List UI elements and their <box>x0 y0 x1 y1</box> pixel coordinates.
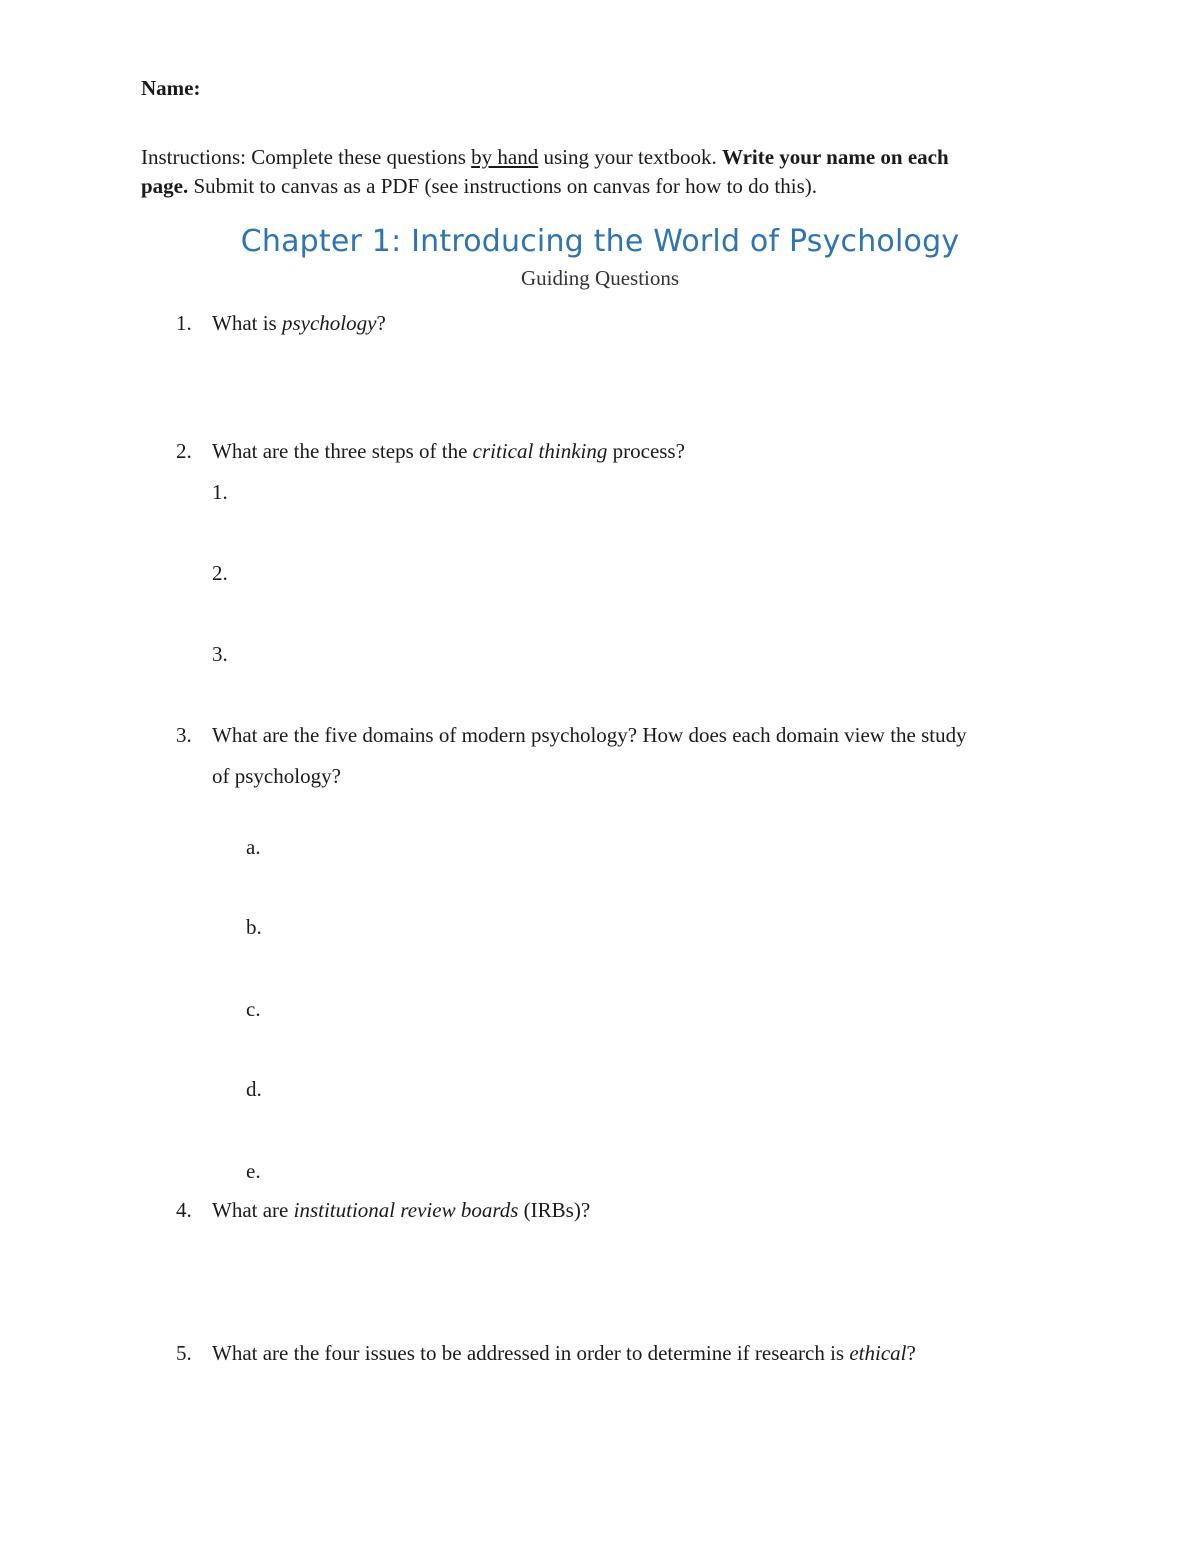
instructions-line-2 <box>141 172 817 200</box>
instructions-bold-1: Write your name on each <box>721 145 949 169</box>
question-2-step-1: 1. <box>212 480 228 504</box>
question-4-term: institutional review boards <box>293 1198 519 1222</box>
instructions-line-1 <box>141 143 949 171</box>
question-5-post: ? <box>906 1341 916 1365</box>
question-2-step-3: 3. <box>212 642 228 666</box>
question-3-item-b: b. <box>246 915 262 939</box>
name-label: Name: <box>141 76 201 100</box>
instructions-suffix: Submit to canvas as a PDF (see instructions on canvas for how to do this). <box>188 174 817 198</box>
question-2-number: 2. <box>176 439 192 463</box>
page-subtitle: Guiding Questions <box>520 266 680 290</box>
question-2-post: process? <box>607 439 685 463</box>
question-4-number: 4. <box>176 1198 192 1222</box>
instructions-prefix: Instructions: Complete these questions <box>141 145 472 169</box>
chapter-title: Chapter 1: Introducing the World of Psychology <box>240 224 960 259</box>
question-3-item-c: c. <box>246 997 261 1021</box>
instructions-bold-2: page. <box>141 174 189 198</box>
question-3-number: 3. <box>176 723 192 747</box>
question-2-pre: What are the three steps of the <box>212 439 473 463</box>
question-3-item-a: a. <box>246 835 261 859</box>
question-1-post: ? <box>376 311 386 335</box>
question-5-term: ethical <box>849 1341 907 1365</box>
question-4-pre: What are <box>212 1198 294 1222</box>
question-4-post: (IRBs)? <box>518 1198 591 1222</box>
question-1-number: 1. <box>176 311 192 335</box>
question-3-item-e: e. <box>246 1159 261 1183</box>
question-1-pre: What is <box>212 311 282 335</box>
question-5-pre: What are the four issues to be addressed in order to determine if research is <box>212 1341 850 1365</box>
question-5-number: 5. <box>176 1341 192 1365</box>
instructions-middle: using your textbook. <box>538 145 722 169</box>
question-4-text <box>212 1196 590 1224</box>
question-3-item-d: d. <box>246 1077 262 1101</box>
instructions-by-hand: by hand <box>471 145 539 169</box>
question-2-term: critical thinking <box>472 439 608 463</box>
question-3-line-2: of psychology? <box>212 764 341 788</box>
question-5-text <box>212 1339 916 1367</box>
question-3-line-1: What are the five domains of modern psychology? How does each domain view the study <box>212 723 967 747</box>
question-1-text <box>212 309 386 337</box>
question-2-step-2: 2. <box>212 561 228 585</box>
question-1-term: psychology <box>281 311 377 335</box>
question-2-text <box>212 437 685 465</box>
